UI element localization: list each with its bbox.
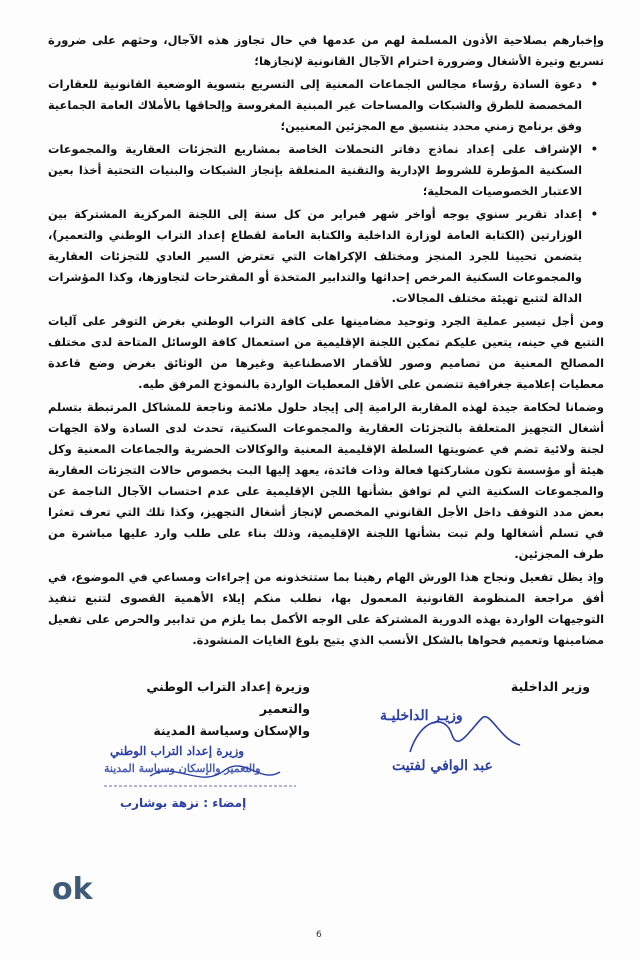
interior-signature-icon <box>410 717 520 752</box>
interior-minister-title: وزير الداخلية <box>510 679 590 694</box>
interior-stamp-title: وزيـر الداخليـة <box>380 708 463 724</box>
planning-minister-title-1: وزيرة إعداد التراب الوطني والتعمير <box>146 679 310 716</box>
bullet-item-2: • الإشراف على إعداد نماذج دفاتر التحملات الخاصة بمشاريع التجزئات العقارية والمجموعات السكنية المؤطرة للشروط الإدارية والتقنية المتعلقة بإنجاز الشبكات والبنيات التحتية أخذا بعين الاعتبار الخصوصيات المحلية؛ <box>48 139 604 202</box>
page-number: 6 <box>316 930 322 940</box>
paragraph-inventory: ومن أجل تيسير عملية الجرد وتوحيد مضامينها على كافة التراب الوطني بغرض التوفر على آليات التتبع في حينه، يتعين عليكم تمكين اللجنة الإقليمية من استعمال كافة الوسائل المتاحة لدى مختلف المصالح المعنية من تصاميم وصور للأقمار الاصطناعية وغيرها من الوثائق بغرض وضع قاعدة معطيات إعلامية جغرافية تتضمن على الأقل المعطيات الواردة بالنموذج المرفق طيه. <box>48 314 604 391</box>
ok-annotation: ok <box>52 872 93 907</box>
planning-signature-icon <box>150 766 280 777</box>
paragraph-intro: وإخبارهم بصلاحية الأذون المسلمة لهم من عدمها في حال تجاوز هذه الآجال، وحثهم على ضرورة تسريع وتيرة الأشغال وضرورة احترام الآجال القانونية لإنجازها؛ <box>48 33 604 68</box>
paragraph-governance: وضمانا لحكامة جيدة لهذه المقاربة الرامية إلى إيجاد حلول ملائمة وناجعة للمشاكل المرتبطة بتسلم أشغال التجهيز المتعلقة بالتجزئات العقارية والمجموعات السكنية، تحدث لدى السادة ولاة الجهات لجنة ولائية تضم في عضويتها السلطة الإقليمية المعنية والوكالات الحضرية والجماعات المعنية وكل هيئة أو مؤسسة تكون مشاركتها فعالة وذات فائدة، يعهد إليها البت بخصوص حالات التجزئات العقارية والمجموعات السكنية التي لم توافق بشأنها اللجن الإقليمية على عدم احتساب الآجال الناجمة عن بعض مدد التوقف داخل الأجل القانوني المخصص لإنجاز أشغال التجهيز، وكذا تلك التي تعرف تعثرا في تسلم أشغالها ولم تبت بشأنها اللجنة الإقليمية، وذلك بناء على طلب وارد عليها مباشرة من طرف المجزئين. <box>48 400 604 561</box>
bullet-item-3: • إعداد تقرير سنوي يوجه أواخر شهر فبراير من كل سنة إلى اللجنة المركزية المشتركة بين الوزارتين (الكتابة العامة لوزارة الداخلية والكتابة العامة لقطاع إعداد التراب الوطني والتعمير)، يتضمن تحيينا للجرد المنجز ومختلف الإكراهات التي تعترض السير العادي للتجزئات العقارية والمجموعات السكنية المرخص إحداثها والتدابير المتخذة أو المقترحات لتجاوزها، وكذا المؤشرات الدالة لتتبع تهيئة مختلف المجالات. <box>48 204 604 309</box>
planning-stamp-line-2: والتعمير والإسكان وسياسة المدينة <box>104 762 261 775</box>
interior-stamp-name: عبد الوافي لفتيت <box>392 758 493 774</box>
paragraph-conclusion: وإذ يظل تفعيل ونجاح هذا الورش الهام رهينا بما ستتخذونه من إجراءات ومساعي في الموضوع، في أفق مراجعة المنظومة القانونية المعمول بها، نطلب منكم إيلاء الأهمية القصوى لتتبع تنفيذ التوجيهات الواردة بهذه الدورية المشتركة على الوجه الأكمل بما يلزم من تدابير والحرص على تفعيل مضامينها وتعميم فحواها بالشكل الأنسب الذي يتيح بلوغ الغايات المنشودة. <box>48 570 604 647</box>
planning-stamp-line-1: وزيرة إعداد التراب الوطني <box>110 744 245 758</box>
bullet-item-1: • دعوة السادة رؤساء مجالس الجماعات المعنية إلى التسريع بتسوية الوضعية القانونية للعقارات المخصصة للطرق والشبكات والمساحات غير المبنية المغروسة وإلحاقها بالأملاك العامة الجماعية وفق برنامج زمني محدد بتنسيق مع المجزئين المعنيين؛ <box>48 74 604 137</box>
planning-minister-title-2: والإسكان وسياسة المدينة <box>153 723 310 738</box>
planning-signed-by: إمضاء : نزهة بوشارب <box>120 796 247 810</box>
